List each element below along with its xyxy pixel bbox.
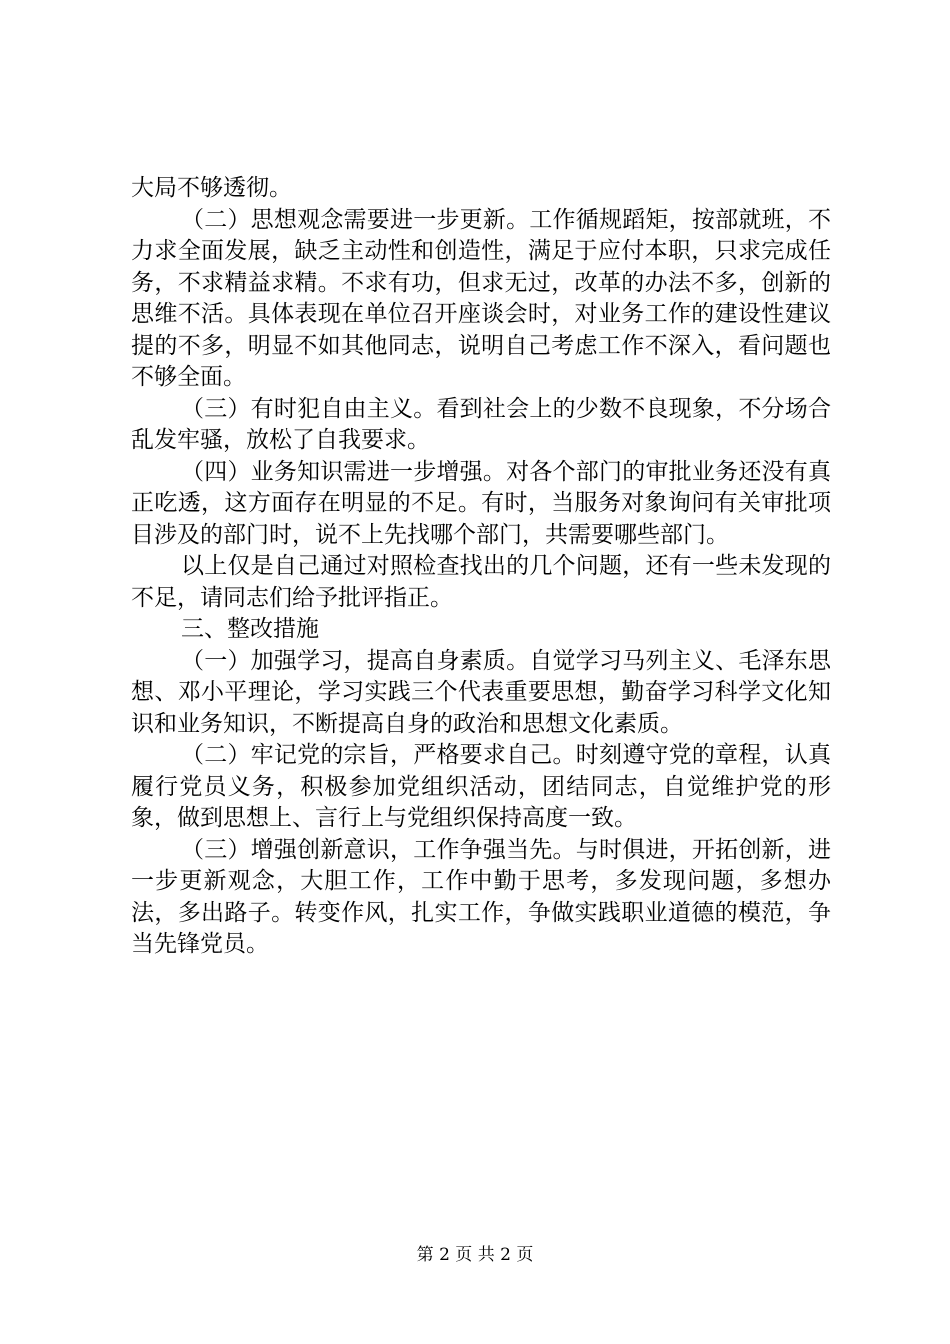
document-body — [131, 173, 831, 961]
paragraph-8: （三）增强创新意识，工作争强当先。与时俱进，开拓创新，进一步更新观念，大胆工作，工作中勤于思考，多发现问题，多想办法，多出路子。转变作风，扎实工作，争做实践职业道德的模范，争当先锋党员。 — [131, 836, 831, 957]
paragraph-7: （二）牢记党的宗旨，严格要求自己。时刻遵守党的章程，认真履行党员义务，积极参加党组织活动，团结同志，自觉维护党的形象，做到思想上、言行上与党组织保持高度一致。 — [131, 742, 831, 831]
paragraph-4: （四）业务知识需进一步增强。对各个部门的审批业务还没有真正吃透，这方面存在明显的不足。有时，当服务对象询问有关审批项目涉及的部门时，说不上先找哪个部门，共需要哪些部门。 — [131, 458, 831, 548]
paragraph-3: （三）有时犯自由主义。看到社会上的少数不良现象，不分场合乱发牢骚，放松了自我要求。 — [131, 395, 831, 453]
paragraph-5: 以上仅是自己通过对照检查找出的几个问题，还有一些未发现的不足，请同志们给予批评指正。 — [131, 553, 831, 611]
section-heading: 三、整改措施 — [181, 616, 319, 642]
page-number-label: 第 2 页 共 2 页 — [416, 1245, 534, 1265]
paragraph-1: 大局不够透彻。 — [131, 175, 292, 201]
page-footer — [0, 1244, 950, 1266]
paragraph-6: （一）加强学习，提高自身素质。自觉学习马列主义、毛泽东思想、邓小平理论，学习实践三个代表重要思想，勤奋学习科学文化知识和业务知识，不断提高自身的政治和思想文化素质。 — [131, 647, 831, 737]
paragraph-2: （二）思想观念需要进一步更新。工作循规蹈矩，按部就班，不力求全面发展，缺乏主动性和创造性，满足于应付本职，只求完成任务，不求精益求精。不求有功，但求无过，改革的办法不多，创新的思维不活。具体表现在单位召开座谈会时，对业务工作的建设性建议提的不多，明显不如其他同志，说明自己考虑工作不深入，看问题也不够全面。 — [131, 206, 831, 390]
